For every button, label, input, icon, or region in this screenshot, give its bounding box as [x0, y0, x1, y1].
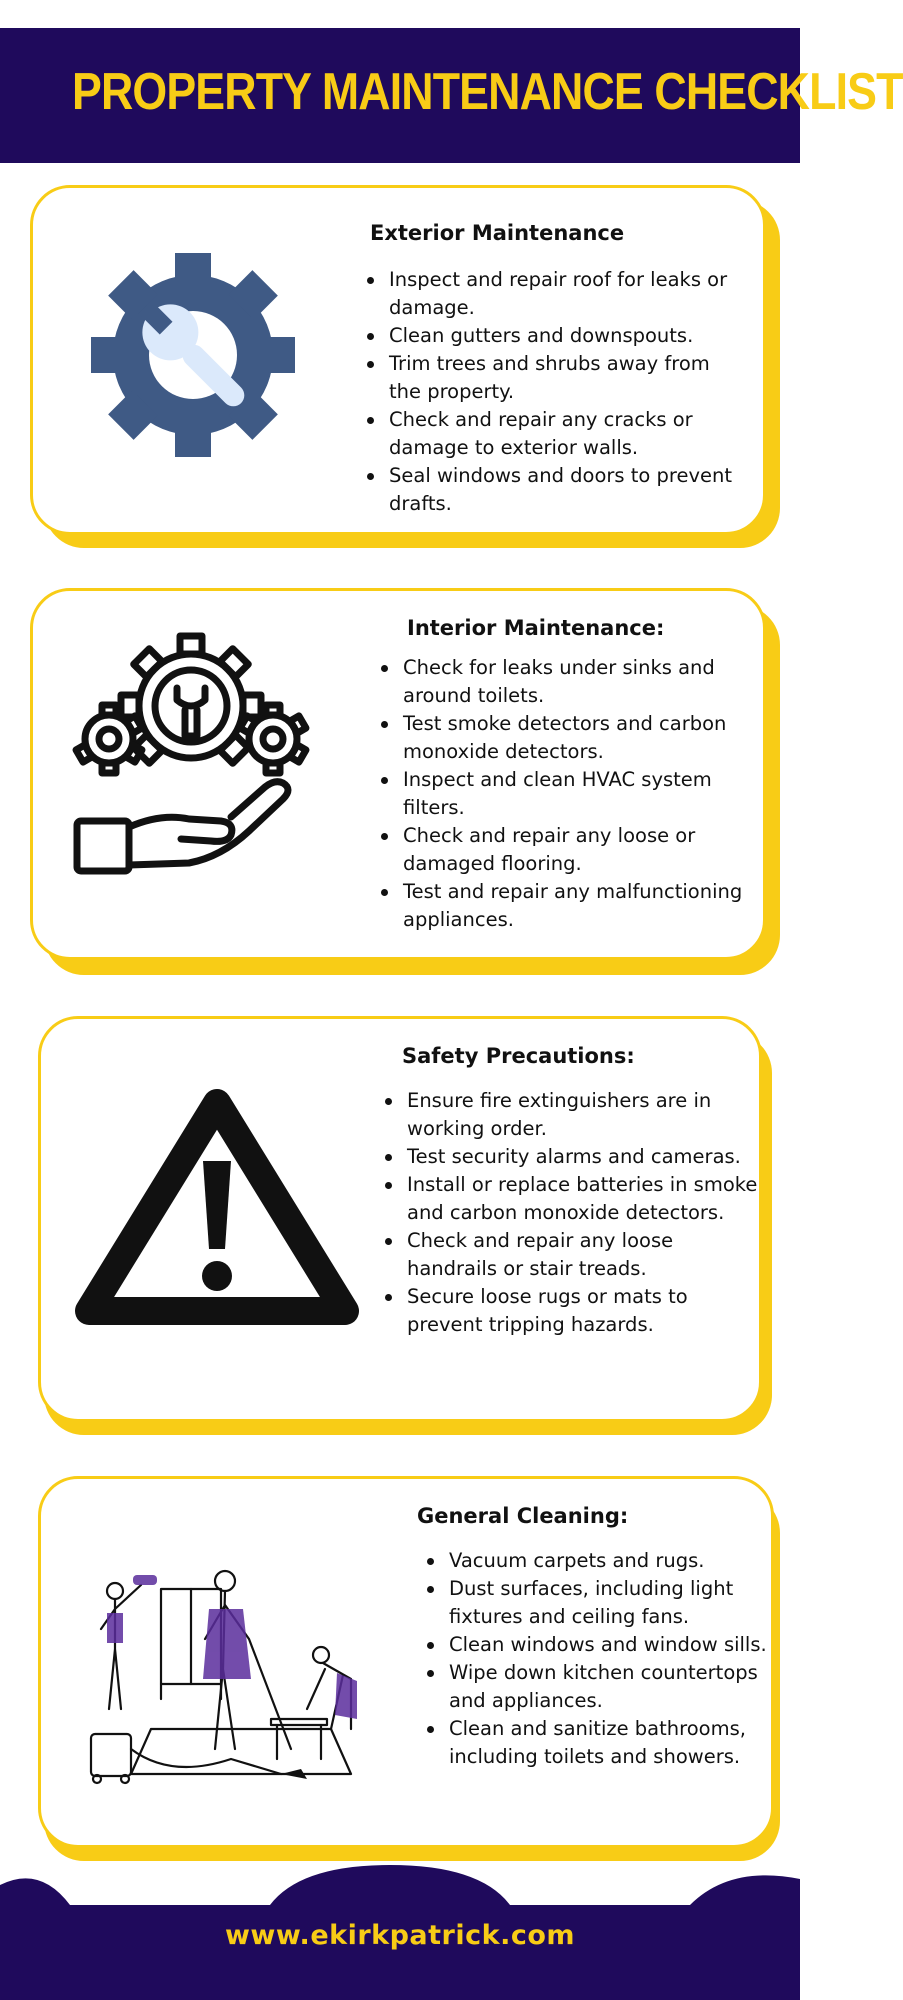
section-title: General Cleaning:	[417, 1504, 629, 1528]
list-item: Check and repair any loose handrails or stair treads.	[381, 1227, 761, 1283]
section-title: Exterior Maintenance	[370, 221, 625, 245]
checklist	[423, 1547, 773, 1771]
list-item: Test and repair any malfunctioning appliances.	[377, 878, 767, 934]
list-item: Dust surfaces, including light fixtures and ceiling fans.	[423, 1575, 773, 1631]
checklist	[363, 266, 743, 518]
header-banner	[0, 28, 903, 163]
list-item: Clean gutters and downspouts.	[363, 322, 743, 350]
page-title: PROPERTY MAINTENANCE CHECKLIST	[72, 63, 903, 121]
list-item: Check for leaks under sinks and around toilets.	[377, 654, 767, 710]
list-item: Inspect and repair roof for leaks or damage.	[363, 266, 743, 322]
list-item: Trim trees and shrubs away from the property.	[363, 350, 743, 406]
list-item: Clean and sanitize bathrooms, including toilets and showers.	[423, 1715, 773, 1771]
list-item: Test smoke detectors and carbon monoxide detectors.	[377, 710, 767, 766]
list-item: Seal windows and doors to prevent drafts.	[363, 462, 743, 518]
gears-hand-icon	[71, 631, 311, 881]
list-item: Test security alarms and cameras.	[381, 1143, 761, 1171]
section-card-exterior	[30, 185, 766, 535]
section-card-safety	[38, 1016, 762, 1422]
section-title: Safety Precautions:	[402, 1044, 635, 1068]
cleaning-people-icon	[81, 1569, 371, 1789]
list-item: Ensure fire extinguishers are in working order.	[381, 1087, 761, 1143]
list-item: Install or replace batteries in smoke and carbon monoxide detectors.	[381, 1171, 761, 1227]
list-item: Check and repair any loose or damaged flooring.	[377, 822, 767, 878]
list-item: Clean windows and window sills.	[423, 1631, 773, 1659]
list-item: Wipe down kitchen countertops and appliances.	[423, 1659, 773, 1715]
footer-website-link[interactable]: www.ekirkpatrick.com	[224, 1920, 576, 1951]
section-card-cleaning	[38, 1476, 774, 1848]
list-item: Check and repair any cracks or damage to exterior walls.	[363, 406, 743, 462]
list-item: Vacuum carpets and rugs.	[423, 1547, 773, 1575]
warning-triangle-icon	[77, 1089, 357, 1329]
checklist	[381, 1087, 761, 1339]
checklist	[377, 654, 767, 934]
section-title: Interior Maintenance:	[407, 616, 665, 640]
section-card-interior	[30, 588, 766, 960]
list-item: Inspect and clean HVAC system filters.	[377, 766, 767, 822]
list-item: Secure loose rugs or mats to prevent tripping hazards.	[381, 1283, 761, 1339]
gear-wrench-icon	[88, 250, 298, 460]
